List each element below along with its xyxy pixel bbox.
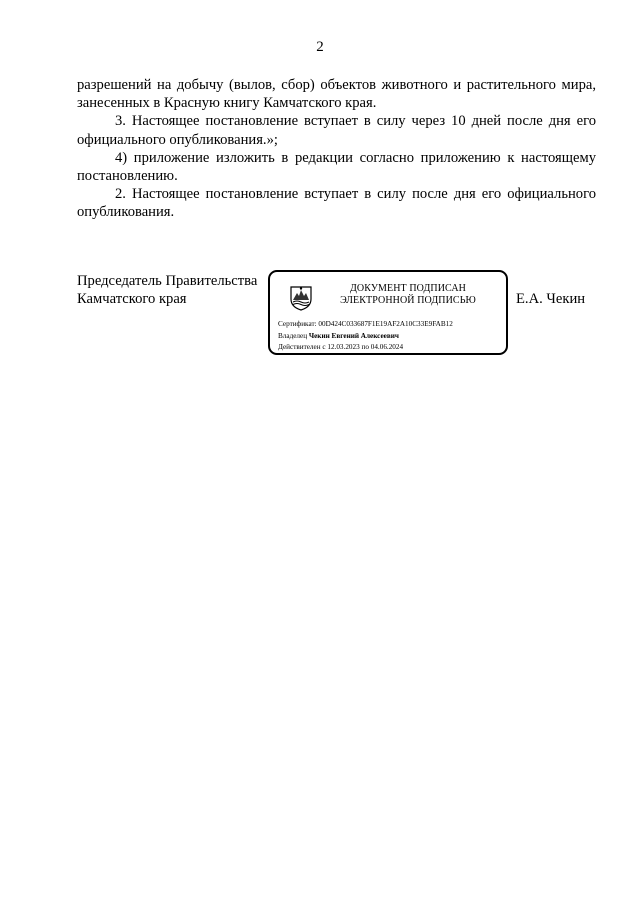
stamp-details (278, 319, 453, 354)
electronic-signature-stamp (268, 270, 508, 355)
stamp-certificate-line: Сертификат: 00D424C033687F1E19AF2A10C33E9FAB12 (278, 320, 453, 328)
stamp-validity-line (278, 342, 453, 354)
paragraph-clause-3: 3. Настоящее постановление вступает в силу через 10 дней после дня его официального опубликования.»; (77, 113, 596, 148)
valid-from: 12.03.2023 (327, 343, 360, 351)
signer-title (77, 272, 257, 309)
certificate-label: Сертификат (278, 320, 315, 328)
valid-label: Действителен с (278, 343, 326, 351)
signer-title-line2: Камчатского края (77, 291, 187, 308)
stamp-heading-line2: ЭЛЕКТРОННОЙ ПОДПИСЬЮ (340, 295, 476, 306)
coat-of-arms-icon (288, 285, 314, 311)
paragraph-item-2: 2. Настоящее постановление вступает в силу после дня его официального опубликования. (77, 186, 596, 221)
stamp-owner-line (278, 331, 453, 343)
page-number: 2 (316, 39, 324, 55)
owner-value: Чекин Евгений Алексеевич (308, 331, 399, 340)
valid-to-label: по (361, 343, 369, 351)
signer-title-line1: Председатель Правительства (77, 273, 258, 289)
paragraph-item-4: 4) приложение изложить в редакции согласно приложению к настоящему постановлению. (77, 149, 596, 185)
valid-to: 04.06.2024 (370, 343, 404, 351)
signer-name: Е.А. Чекин (516, 291, 586, 307)
document-body (77, 76, 596, 222)
certificate-value: 00D424C033687F1E19AF2A10C33E9FAB12 (318, 320, 453, 328)
owner-label: Владелец (278, 331, 308, 340)
stamp-heading-line1: ДОКУМЕНТ ПОДПИСАН (350, 283, 466, 294)
paragraph-continuation: разрешений на добычу (вылов, сбор) объектов животного и растительного мира, занесенных в Красную книгу Камчатского края. (77, 77, 596, 112)
stamp-heading (322, 283, 494, 307)
